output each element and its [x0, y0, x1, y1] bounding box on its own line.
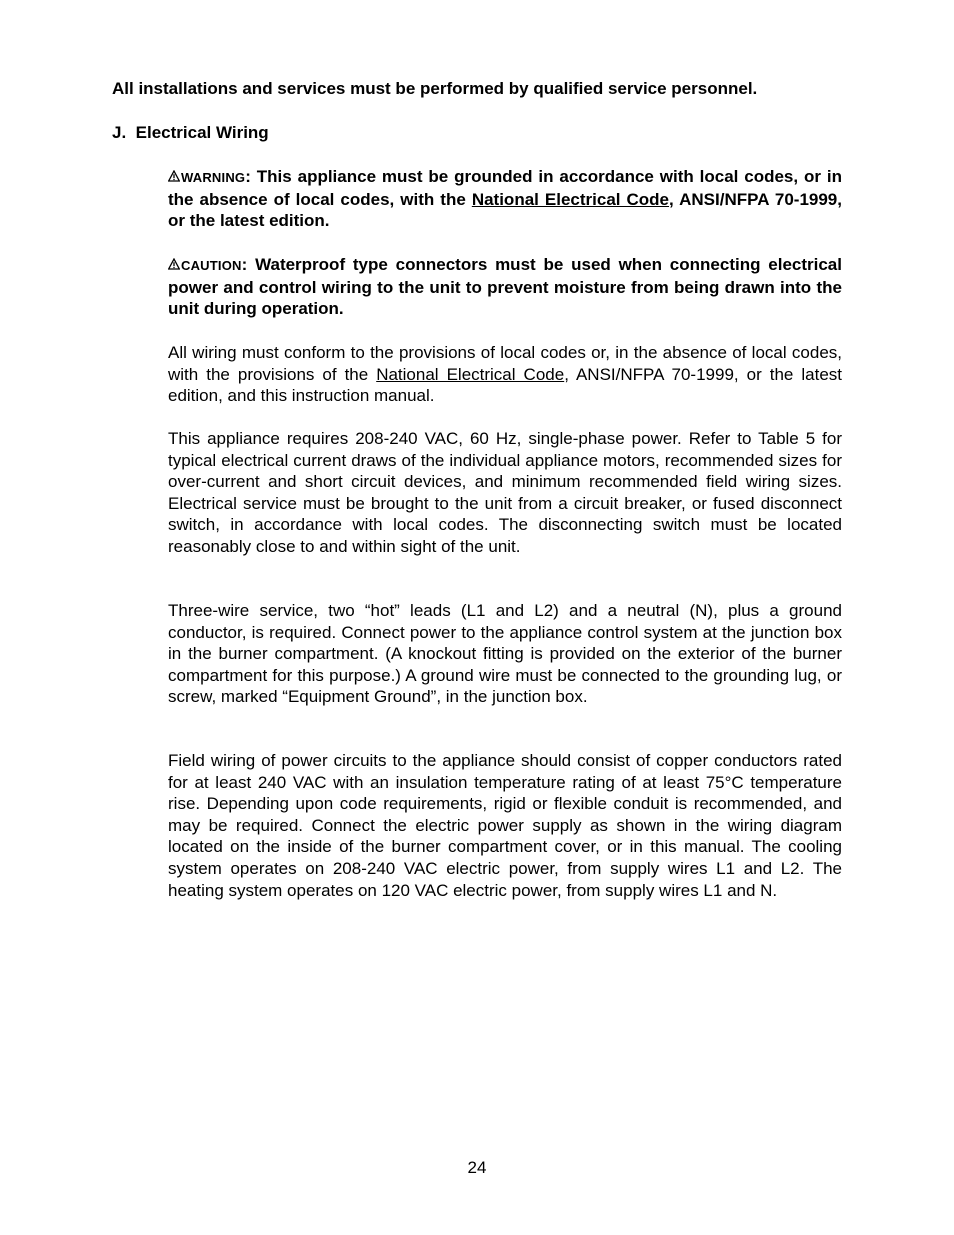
warning-paragraph	[168, 166, 842, 232]
warning-text-after: , ANSI/NFPA 70-1999, or the latest edition.	[168, 189, 842, 231]
warning-text-before: : This appliance must be grounded in accordance with local codes, or in the absence of local codes, with the	[168, 167, 842, 209]
warning-triangle-icon	[168, 170, 180, 182]
section-letter: J.	[112, 123, 127, 142]
wiring-conformance-paragraph	[168, 342, 842, 407]
three-wire-service-paragraph: Three-wire service, two “hot” leads (L1 and L2) and a neutral (N), plus a ground conductor, is required. Connect power to the appliance control system at the junction box in the burner compartment. (A knockout fitting is provided on the exterior of the burner compartment for this purpose.) A ground wire must be connected to the grounding lug, or screw, marked “Equipment Ground”, in the junction box.	[168, 601, 842, 707]
p1-code-reference: National Electrical Code	[376, 364, 565, 384]
page-number: 24	[467, 1158, 487, 1177]
p1-text-after: , ANSI/NFPA 70-1999, or the latest edition, and this instruction manual.	[168, 364, 843, 406]
caution-triangle-icon	[168, 258, 180, 270]
section-heading	[112, 122, 269, 144]
caution-label: CAUTION	[181, 258, 242, 273]
p1-text-before: All wiring must conform to the provisions of local codes or, in the absence of local codes, with the provisions of the	[168, 343, 842, 384]
field-wiring-paragraph: Field wiring of power circuits to the appliance should consist of copper conductors rated for at least 240 VAC with an insulation temperature rating of at least 75°C temperature rise. Depending upon code requirements, rigid or flexible conduit is recommended, and may be required. Connect the electric power supply as shown in the wiring diagram located on the inside of the burner compartment cover, or in this manual. The cooling system operates on 208-240 VAC electric power, from supply wires L1 and L2. The heating system operates on 120 VAC electric power, from supply wires L1 and N.	[168, 751, 842, 900]
warning-code-reference: National Electrical Code	[471, 189, 670, 209]
caution-paragraph	[168, 254, 842, 320]
caution-text: : Waterproof type connectors must be used when connecting electrical power and control wiring to the unit to prevent moisture from being drawn into the unit during operation.	[168, 255, 842, 319]
warning-label: WARNING	[181, 170, 246, 185]
qualified-personnel-notice: All installations and services must be performed by qualified service personnel.	[112, 79, 758, 98]
section-title: Electrical Wiring	[135, 123, 269, 142]
power-requirements-paragraph: This appliance requires 208-240 VAC, 60 Hz, single-phase power. Refer to Table 5 for typical electrical current draws of the individual appliance motors, recommended sizes for over-current and short circuit devices, and minimum recommended field wiring sizes. Electrical service must be brought to the unit from a circuit breaker, or fused disconnect switch, in accordance with local codes. The disconnecting switch must be located reasonably close to and within sight of the unit.	[168, 429, 842, 556]
